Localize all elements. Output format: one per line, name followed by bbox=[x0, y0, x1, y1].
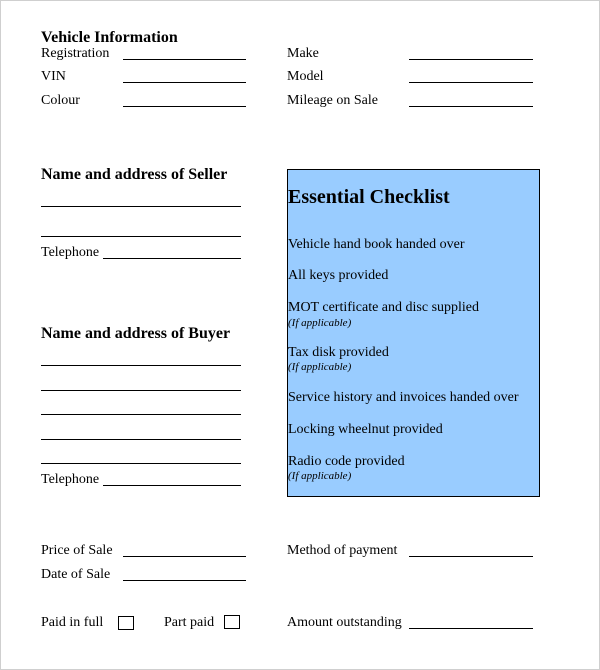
checklist-item: All keys provided bbox=[288, 268, 389, 283]
seller-telephone-field[interactable] bbox=[103, 258, 241, 259]
checklist-item-note: (If applicable) bbox=[288, 317, 352, 329]
price-of-sale-label: Price of Sale bbox=[41, 543, 113, 558]
seller-address-line-1[interactable] bbox=[41, 206, 241, 207]
checklist-item: Service history and invoices handed over bbox=[288, 390, 519, 405]
seller-heading: Name and address of Seller bbox=[41, 166, 228, 183]
checklist-item: Vehicle hand book handed over bbox=[288, 237, 465, 252]
make-field[interactable] bbox=[409, 59, 533, 60]
buyer-address-line-1[interactable] bbox=[41, 365, 241, 366]
buyer-telephone-label: Telephone bbox=[41, 472, 100, 487]
checklist-item-note: (If applicable) bbox=[288, 361, 352, 373]
vin-field[interactable] bbox=[123, 82, 246, 83]
amount-outstanding-field[interactable] bbox=[409, 628, 533, 629]
part-paid-checkbox[interactable] bbox=[224, 615, 240, 629]
date-of-sale-label: Date of Sale bbox=[41, 567, 111, 582]
method-of-payment-field[interactable] bbox=[409, 556, 533, 557]
checklist-title: Essential Checklist bbox=[288, 186, 450, 208]
price-of-sale-field[interactable] bbox=[123, 556, 246, 557]
registration-field[interactable] bbox=[123, 59, 246, 60]
buyer-address-line-3[interactable] bbox=[41, 414, 241, 415]
checklist-item: MOT certificate and disc supplied bbox=[288, 300, 480, 315]
essential-checklist-box bbox=[287, 169, 540, 497]
checklist-item: Tax disk provided bbox=[288, 345, 389, 360]
model-field[interactable] bbox=[409, 82, 533, 83]
buyer-address-line-2[interactable] bbox=[41, 390, 241, 391]
seller-address-line-2[interactable] bbox=[41, 236, 241, 237]
make-label: Make bbox=[287, 46, 319, 61]
mileage-field[interactable] bbox=[409, 106, 533, 107]
amount-outstanding-label: Amount outstanding bbox=[287, 615, 402, 630]
colour-field[interactable] bbox=[123, 106, 246, 107]
colour-label: Colour bbox=[41, 93, 80, 108]
vehicle-heading: Vehicle Information bbox=[41, 29, 178, 46]
checklist-item: Radio code provided bbox=[288, 454, 405, 469]
method-of-payment-label: Method of payment bbox=[287, 543, 398, 558]
paid-in-full-checkbox[interactable] bbox=[118, 616, 134, 630]
buyer-address-line-5[interactable] bbox=[41, 463, 241, 464]
date-of-sale-field[interactable] bbox=[123, 580, 246, 581]
vin-label: VIN bbox=[41, 69, 66, 84]
buyer-heading: Name and address of Buyer bbox=[41, 325, 231, 342]
registration-label: Registration bbox=[41, 46, 110, 61]
checklist-item: Locking wheelnut provided bbox=[288, 422, 443, 437]
mileage-label: Mileage on Sale bbox=[287, 93, 378, 108]
buyer-address-line-4[interactable] bbox=[41, 439, 241, 440]
seller-telephone-label: Telephone bbox=[41, 245, 100, 260]
model-label: Model bbox=[287, 69, 324, 84]
checklist-item-note: (If applicable) bbox=[288, 470, 352, 482]
part-paid-label: Part paid bbox=[164, 615, 215, 630]
paid-in-full-label: Paid in full bbox=[41, 615, 104, 630]
buyer-telephone-field[interactable] bbox=[103, 485, 241, 486]
